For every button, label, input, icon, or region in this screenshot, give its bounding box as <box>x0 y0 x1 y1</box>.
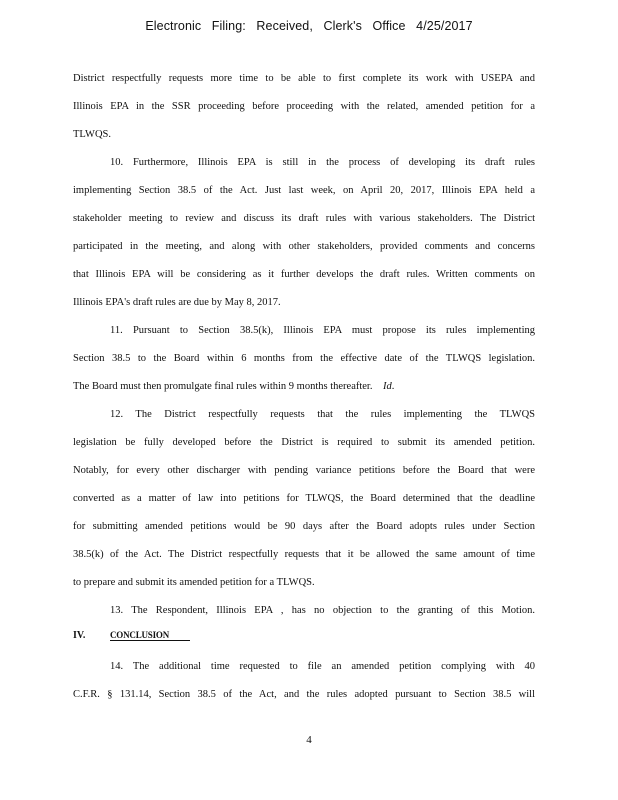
body-text: The Board must then promulgate final rules within 9 months thereafter. <box>73 381 373 392</box>
filing-stamp-header: Electronic Filing: Received, Clerk's Office 4/25/2017 <box>145 19 473 33</box>
body-line: Notably, for every other discharger with pending variance petitions before the Board that were <box>73 465 535 476</box>
body-line: TLWQS. <box>73 129 112 140</box>
id-citation: Id <box>382 381 392 392</box>
page-number: 4 <box>306 734 312 746</box>
paragraph-14-first-line: 14. The additional time requested to file an amended petition complying with 40 <box>110 661 535 672</box>
section-title: CONCLUSION <box>110 630 190 641</box>
paragraph-11-first-line: 11. Pursuant to Section 38.5(k), Illinois EPA must propose its rules implementing <box>110 325 535 336</box>
body-line: implementing Section 38.5 of the Act. Just last week, on April 20, 2017, Illinois EPA held a <box>73 185 535 196</box>
body-line: to prepare and submit its amended petition for a TLWQS. <box>73 577 315 588</box>
section-number: IV. <box>73 630 86 641</box>
body-line: C.F.R. § 131.14, Section 38.5 of the Act, and the rules adopted pursuant to Section 38.5 will <box>73 689 535 700</box>
paragraph-12-first-line: 12. The District respectfully requests that the rules implementing the TLWQS <box>110 409 535 420</box>
body-line: District respectfully requests more time to be able to first complete its work with USEPA and <box>73 73 535 84</box>
paragraph-10-first-line: 10. Furthermore, Illinois EPA is still in the process of developing its draft rules <box>110 157 535 168</box>
body-line: Section 38.5 to the Board within 6 months from the effective date of the TLWQS legislation. <box>73 353 535 364</box>
body-line: for submitting amended petitions would be 90 days after the Board adopts rules under Section <box>73 521 535 532</box>
body-line: converted as a matter of law into petitions for TLWQS, the Board determined that the deadline <box>73 493 535 504</box>
body-line: stakeholder meeting to review and discuss its draft rules with various stakeholders. The District <box>73 213 535 224</box>
paragraph-13-line: 13. The Respondent, Illinois EPA , has no objection to the granting of this Motion. <box>110 605 535 616</box>
body-line: legislation be fully developed before the District is required to submit its amended petition. <box>73 437 535 448</box>
body-line: 38.5(k) of the Act. The District respectfully requests that it be allowed the same amount of time <box>73 549 535 560</box>
body-line: participated in the meeting, and along with other stakeholders, provided comments and concerns <box>73 241 535 252</box>
body-line: Illinois EPA in the SSR proceeding before proceeding with the related, amended petition for a <box>73 101 535 112</box>
body-line: Illinois EPA's draft rules are due by May 8, 2017. <box>73 297 281 308</box>
body-line: that Illinois EPA will be considering as it further develops the draft rules. Written comments on <box>73 269 535 280</box>
body-line-with-cite: The Board must then promulgate final rules within 9 months thereafter. Id. <box>73 381 395 392</box>
